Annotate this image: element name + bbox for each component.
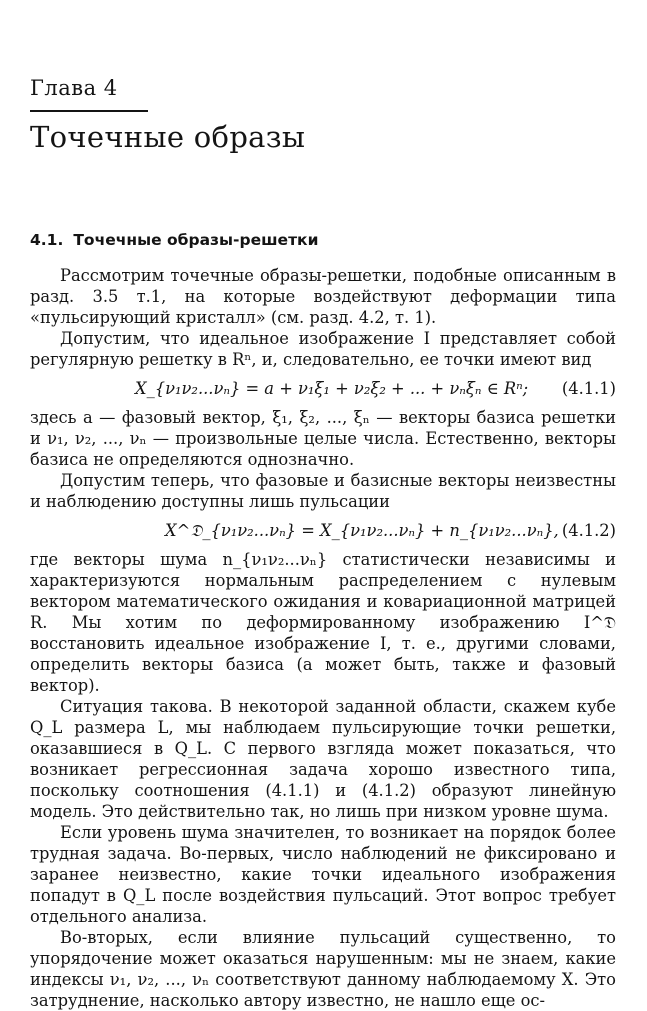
section-number: 4.1. <box>30 231 64 249</box>
body-text <box>30 265 616 1011</box>
paragraph-6: Ситуация такова. В некоторой заданной области, скажем кубе Q_L размера L, мы наблюдаем пульсирующие точки решетки, оказавшиеся в Q_L. С первого взгляда может показаться, что возникает регрессионная задача хорошо известного типа, поскольку соотношения (4.1.1) и (4.1.2) образуют линейную модель. Это действительно так, но лишь при низком уровне шума. <box>30 697 616 821</box>
paragraph-2: Допустим, что идеальное изображение I представляет собой регулярную решетку в Rⁿ, и, следовательно, ее точки имеют вид <box>30 329 616 369</box>
section-heading <box>30 231 318 249</box>
equation-expression: X^𝔇_{ν₁ν₂...νₙ} = X_{ν₁ν₂...νₙ} + n_{ν₁ν₂...νₙ}, <box>165 521 559 540</box>
equation-number: (4.1.1) <box>561 379 616 398</box>
equation-expression: X_{ν₁ν₂...νₙ} = a + ν₁ξ₁ + ν₂ξ₂ + ... + νₙξₙ ∈ Rⁿ; <box>135 379 529 398</box>
section-title: Точечные образы-решетки <box>73 231 319 249</box>
paragraph-8: Во-вторых, если влияние пульсаций существенно, то упорядочение может оказаться нарушенным: мы не знаем, какие индексы ν₁, ν₂, ..., νₙ соответствуют данному наблюдаемому X. Это затруднение, насколько автору известно, не нашло еще ос- <box>30 928 616 1010</box>
paragraph-3: здесь a — фазовый вектор, ξ₁, ξ₂, ..., ξₙ — векторы базиса решетки и ν₁, ν₂, ..., νₙ — произвольные целые числа. Естественно, векторы базиса не определяются однозначно. <box>30 408 616 469</box>
paragraph-4: Допустим теперь, что фазовые и базисные векторы неизвестны и наблюдению доступны лишь пульсации <box>30 471 616 511</box>
chapter-label: Глава 4 <box>30 76 118 100</box>
paragraph-1: Рассмотрим точечные образы-решетки, подобные описанным в разд. 3.5 т.1, на которые воздействуют деформации типа «пульсирующий кристалл» (см. разд. 4.2, т. 1). <box>30 266 616 327</box>
paragraph-7: Если уровень шума значителен, то возникает на порядок более трудная задача. Во-первых, число наблюдений не фиксировано и заранее неизвестно, какие точки идеального изображения попадут в Q_L после воздействия пульсаций. Этот вопрос требует отдельного анализа. <box>30 823 616 926</box>
chapter-rule <box>30 110 148 112</box>
paragraph-5: где векторы шума n_{ν₁ν₂...νₙ} статистически независимы и характеризуются нормальным распределением с нулевым вектором математического ожидания и ковариационной матрицей R. Мы хотим по деформированному изображению I^𝔇 восстановить идеальное изображение I, т. е., другими словами, определить векторы базиса (а может быть, также и фазовый вектор). <box>30 550 616 695</box>
chapter-title: Точечные образы <box>30 120 306 154</box>
equation-4-1-2 <box>30 512 616 549</box>
equation-4-1-1 <box>30 370 616 407</box>
equation-number: (4.1.2) <box>561 521 616 540</box>
